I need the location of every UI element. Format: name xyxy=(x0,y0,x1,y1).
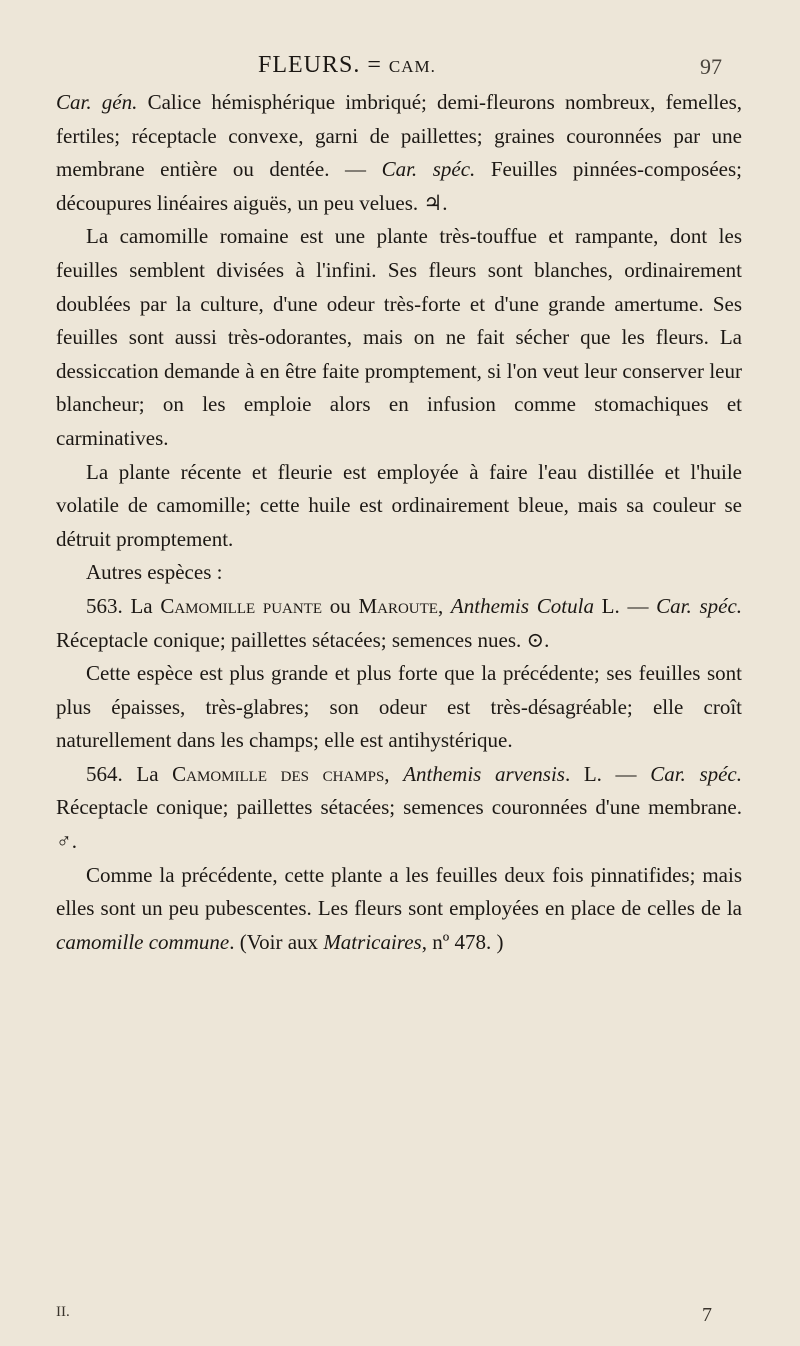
paragraph-genus-characters xyxy=(56,86,742,220)
entry-564-latin-name: Anthemis arvensis xyxy=(403,761,565,786)
ref-number: , nº 478. ) xyxy=(421,929,504,954)
entry-564-car-spec: Car. spéc. xyxy=(650,761,743,786)
entry-563-author: L. — xyxy=(593,593,657,618)
entry-563 xyxy=(56,590,742,657)
running-head xyxy=(258,52,436,79)
paragraph-564-notes xyxy=(56,859,742,960)
ref-voir-aux: . (Voir aux xyxy=(229,929,324,954)
genus-description: Calice hémisphérique imbriqué; demi-fleurons nombreux, femelles, fertiles; réceptacle convexe, garni de paillettes; graines couronnées par une membrane entière ou dentée. — xyxy=(56,90,742,182)
entry-563-or: ou xyxy=(322,593,359,618)
entry-564-number: 564. La xyxy=(86,761,173,786)
entry-564-common-name: Camomille des champs xyxy=(172,761,385,786)
running-head-main: FLEURS. = xyxy=(258,52,389,78)
entry-563-car-spec: Car. spéc. xyxy=(656,593,743,618)
abbrev-car-gen: Car. gén. xyxy=(56,90,138,114)
entry-563-number: 563. La xyxy=(86,593,161,618)
entry-563-latin-name: Anthemis Cotula xyxy=(450,593,594,618)
page-body xyxy=(56,86,742,959)
paragraph-564-notes-text: Comme la précédente, cette plante a les feuilles deux fois pinnatifides; mais elles sont un peu pubescentes. Les fleurs sont employées en place de celles de la xyxy=(56,862,742,921)
species-description: Feuilles pinnées-composées; découpures linéaires aiguës, un peu velues. ♃. xyxy=(56,157,742,215)
ref-matricaires: Matricaires xyxy=(323,929,422,954)
sheet-mark: 7 xyxy=(702,1304,712,1326)
entry-563-comma: , xyxy=(437,593,451,618)
entry-563-alt-name: Maroute xyxy=(358,593,438,618)
page-number: 97 xyxy=(700,54,722,79)
paragraph-distillation: La plante récente et fleurie est employée à faire l'eau distillée et l'huile volatile de camomille; cette huile est ordinairement bleue, mais sa couleur se détruit promptement. xyxy=(56,459,742,551)
paragraph-other-species: Autres espèces : xyxy=(86,560,223,585)
entry-563-common-name: Camomille puante xyxy=(160,593,323,618)
entry-564 xyxy=(56,758,742,859)
entry-563-description: Réceptacle conique; paillettes sétacées; semences nues. ⊙. xyxy=(56,627,550,652)
entry-564-comma: , xyxy=(384,761,404,786)
entry-564-author: . L. — xyxy=(564,761,651,786)
entry-564-description: Réceptacle conique; paillettes sétacées; semences couronnées d'une membrane. ♂. xyxy=(56,795,742,854)
signature-mark: II. xyxy=(56,1304,70,1320)
abbrev-car-spec: Car. spéc. xyxy=(381,157,476,182)
paragraph-roman-chamomile: La camomille romaine est une plante très-touffue et rampante, dont les feuilles semblent divisées à l'infini. Ses fleurs sont blanches, ordinairement doublées par la culture, d'une odeur très-forte et d'une grande amertume. Ses feuilles sont aussi très-odorantes, mais on ne fait sécher que les fleurs. La dessiccation demande à en être faite promptement, si l'on veut leur conserver leur blancheur; on les emploie alors en infusion comme stomachiques et carminatives. xyxy=(56,224,742,450)
paragraph-563-notes: Cette espèce est plus grande et plus forte que la précédente; ses feuilles sont plus épaisses, très-glabres; son odeur est très-désagréable; elle croît naturellement dans les champs; elle est antihystérique. xyxy=(56,661,742,753)
running-head-small: CAM. xyxy=(388,57,436,76)
ref-camomille-commune: camomille commune xyxy=(56,929,230,954)
page-header xyxy=(0,52,800,86)
page-footer xyxy=(0,1304,800,1334)
